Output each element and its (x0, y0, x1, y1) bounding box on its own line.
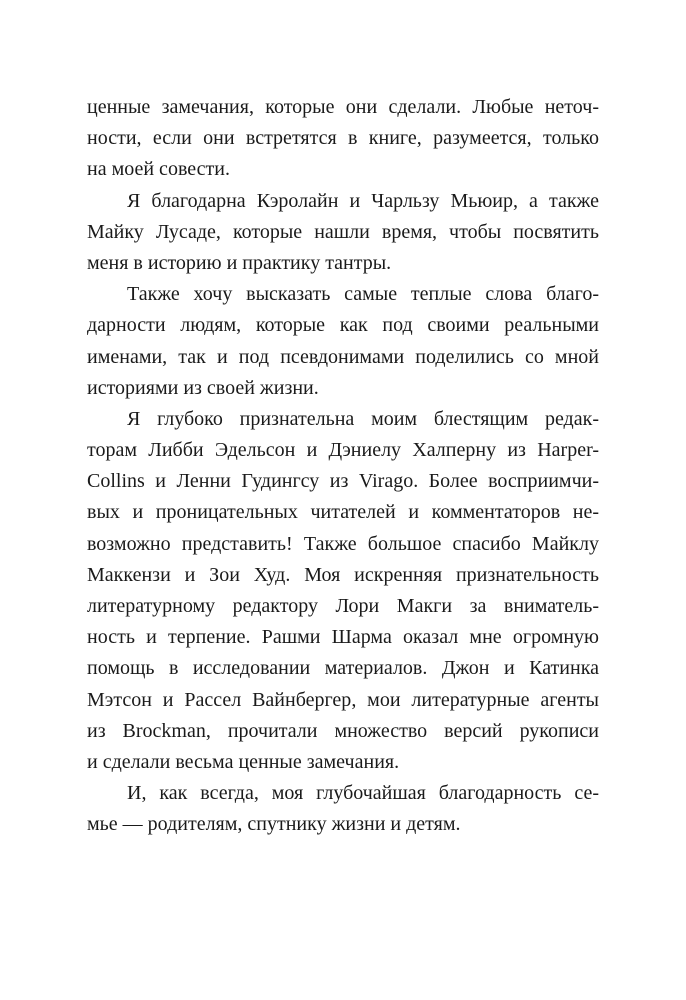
text-line: меня в историю и практику тантры. (87, 251, 392, 274)
paragraph-1 (87, 92, 599, 186)
paragraph-2 (87, 186, 599, 280)
text-line: ценные замечания, которые они сделали. Любые неточ- (87, 96, 599, 118)
text-line: ность и терпение. Рашми Шарма оказал мне огромную (87, 626, 599, 649)
text-line: мье — родителям, спутнику жизни и детям. (87, 813, 461, 836)
text-line: историями из своей жизни. (87, 376, 319, 399)
text-line: помощь в исследовании материалов. Джон и Катинка (87, 657, 599, 680)
text-line: и сделали весьма ценные замечания. (87, 750, 400, 773)
text-line: Маккензи и Зои Худ. Моя искренняя признательность (87, 563, 599, 586)
text-line: Я благодарна Кэролайн и Чарльзу Мьюир, а также (127, 189, 599, 212)
text-line: Майку Лусаде, которые нашли время, чтобы посвятить (87, 220, 599, 243)
text-line: возможно представить! Также большое спасибо Майклу (87, 532, 599, 555)
text-line: Collins и Ленни Гудингсу из Virago. Более восприимчи- (87, 470, 599, 493)
text-line: Также хочу высказать самые теплые слова благо- (127, 283, 599, 306)
text-line: ности, если они встретятся в книге, разумеется, только (87, 127, 599, 150)
text-line: вых и проницательных читателей и комментаторов не- (87, 501, 599, 524)
text-line: на моей совести. (87, 158, 230, 181)
text-line: Мэтсон и Рассел Вайнбергер, мои литературные агенты (87, 688, 599, 711)
paragraph-4 (87, 404, 599, 778)
text-line: И, как всегда, моя глубочайшая благодарность се- (127, 782, 599, 805)
text-line: именами, так и под псевдонимами поделились со мной (87, 345, 599, 368)
text-line: Я глубоко признательна моим блестящим редак- (127, 407, 599, 430)
text-line: литературному редактору Лори Макги за вниматель- (87, 595, 599, 617)
acknowledgements-text (87, 92, 599, 841)
paragraph-3 (87, 279, 599, 404)
text-line: дарности людям, которые как под своими реальными (87, 314, 599, 337)
paragraph-5 (87, 778, 599, 840)
text-line: из Brockman, прочитали множество версий рукописи (87, 719, 599, 742)
text-line: торам Либби Эдельсон и Дэниелу Халперну из Harper- (87, 439, 599, 462)
